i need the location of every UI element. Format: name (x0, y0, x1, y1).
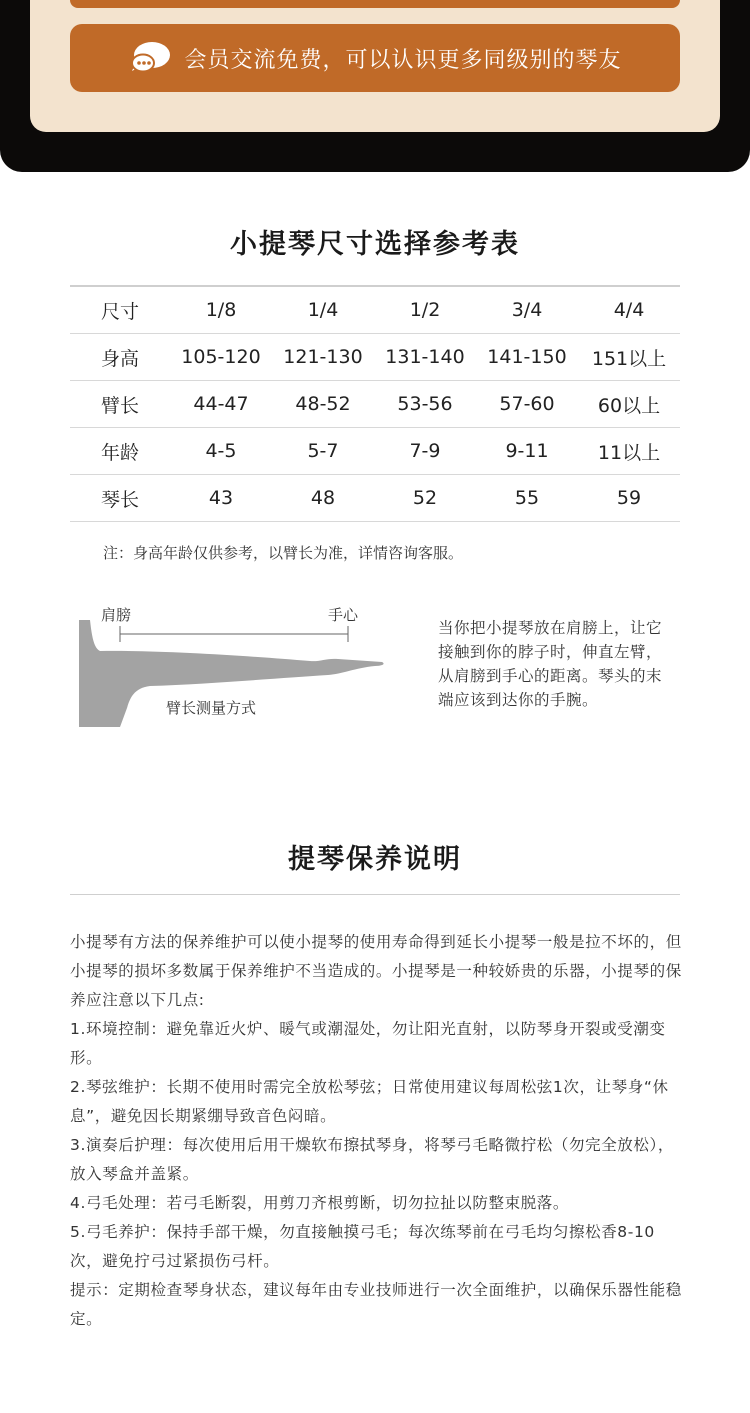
header-cell: 1/2 (409, 299, 441, 321)
arm-measurement-diagram (70, 598, 400, 738)
table-cell: 48-52 (295, 393, 351, 415)
table-cell: 121-130 (283, 346, 363, 368)
table-cell: 4-5 (205, 440, 237, 462)
table-cell: 131-140 (385, 346, 465, 368)
row-label: 身高 (100, 347, 139, 370)
size-table (70, 285, 680, 522)
table-cell: 5-7 (307, 440, 339, 462)
table-row (70, 381, 680, 428)
table-cell: 43 (208, 487, 234, 509)
member-banner-text: 会员交流免费，可以认识更多同级别的琴友 (184, 47, 622, 73)
diagram-caption: 臂长测量方式 (166, 699, 257, 717)
care-intro: 小提琴有方法的保养维护可以使小提琴的使用寿命得到延长小提琴一般是拉不坏的，但小提琴的损坏多数属于保养维护不当造成的。小提琴是一种较娇贵的乐器，小提琴的保养应注意以下几点: (70, 933, 682, 1009)
table-cell: 44-47 (193, 393, 249, 415)
size-table-header-row (70, 287, 680, 334)
care-item: 1.环境控制：避免靠近火炉、暖气或潮湿处，勿让阳光直射，以防琴身开裂或受潮变形。 (70, 1020, 666, 1067)
care-section-title: 提琴保养说明 (288, 844, 462, 875)
table-cell: 105-120 (181, 346, 261, 368)
header-cell: 1/8 (205, 299, 237, 321)
row-label: 臂长 (100, 394, 139, 417)
header-cell: 尺寸 (100, 300, 139, 323)
header-cell: 1/4 (307, 299, 339, 321)
table-cell: 48 (310, 487, 336, 509)
member-banner-button[interactable] (70, 24, 680, 92)
table-row (70, 475, 680, 522)
hand-label: 手心 (328, 606, 359, 624)
care-item: 4.弓毛处理：若弓毛断裂，用剪刀齐根剪断，切勿拉扯以防整束脱落。 (70, 1194, 569, 1212)
table-cell: 7-9 (409, 440, 441, 462)
care-item: 5.弓毛养护：保持手部干燥，勿直接触摸弓毛；每次练琴前在弓毛均匀擦松香8-10次，避免拧弓过紧损伤弓杆。 (70, 1223, 655, 1270)
table-cell: 151以上 (591, 347, 667, 370)
care-item: 2.琴弦维护：长期不使用时需完全放松琴弦；日常使用建议每周松弦1次，让琴身“休息”，避免因长期紧绷导致音色闷暗。 (70, 1078, 669, 1125)
chat-bubbles-icon (128, 38, 172, 78)
table-row (70, 428, 680, 475)
section-divider (70, 894, 680, 895)
table-note: 注：身高年龄仅供参考，以臂长为准，详情咨询客服。 (103, 544, 464, 562)
table-cell: 9-11 (505, 440, 549, 462)
measurement-description: 当你把小提琴放在肩膀上，让它接触到你的脖子时，伸直左臂，从肩膀到手心的距离。琴头的末端应该到达你的手腕。 (438, 619, 663, 709)
table-cell: 11以上 (597, 441, 661, 464)
row-label: 琴长 (100, 488, 139, 511)
table-cell: 141-150 (487, 346, 567, 368)
header-cell: 4/4 (613, 299, 645, 321)
table-cell: 57-60 (499, 393, 555, 415)
table-cell: 59 (616, 487, 642, 509)
care-tip: 提示：定期检查琴身状态，建议每年由专业技师进行一次全面维护，以确保乐器性能稳定。 (70, 1281, 682, 1328)
table-row (70, 334, 680, 381)
size-table-title: 小提琴尺寸选择参考表 (230, 229, 520, 260)
top-button-edge (70, 0, 680, 8)
table-cell: 53-56 (397, 393, 453, 415)
top-frame (0, 0, 750, 172)
care-instructions (70, 928, 682, 1334)
table-cell: 60以上 (597, 394, 661, 417)
row-label: 年龄 (100, 441, 139, 464)
table-cell: 55 (514, 487, 540, 509)
table-cell: 52 (412, 487, 438, 509)
header-cell: 3/4 (511, 299, 543, 321)
shoulder-label: 肩膀 (101, 606, 132, 624)
care-item: 3.演奏后护理：每次使用后用干燥软布擦拭琴身，将琴弓毛略微拧松（勿完全放松），放入琴盒并盖紧。 (70, 1136, 674, 1183)
